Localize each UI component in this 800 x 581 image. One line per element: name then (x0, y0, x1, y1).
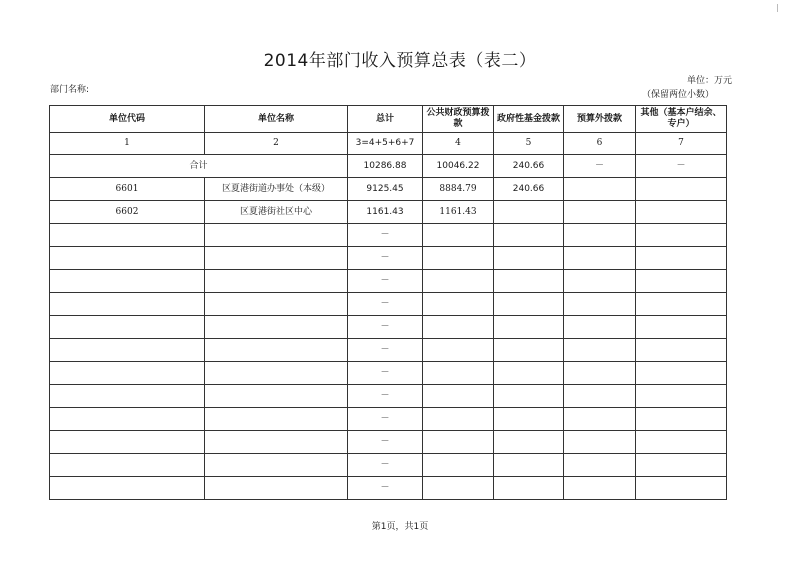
cell-public-finance: 8884.79 (423, 178, 494, 201)
table-row (50, 316, 727, 339)
cell-code (50, 224, 205, 247)
cell-other (636, 201, 727, 224)
cell-gov-fund (494, 454, 564, 477)
cell-total: － (348, 385, 423, 408)
page-footer: 第1页，共1页 (371, 522, 429, 532)
cell-public-finance (423, 431, 494, 454)
cell-code (50, 293, 205, 316)
cell-name (205, 362, 348, 385)
cell-code (50, 408, 205, 431)
header-row (50, 106, 727, 133)
cell-name (205, 247, 348, 270)
cell-total: － (348, 431, 423, 454)
cell-total: － (348, 224, 423, 247)
cell-other (636, 178, 727, 201)
index-cell: 3=4+5+6+7 (348, 133, 423, 155)
cell-code (50, 339, 205, 362)
cell-extra-budget (564, 385, 636, 408)
total-cell: 10046.22 (423, 155, 494, 178)
cell-gov-fund (494, 316, 564, 339)
cell-total: 9125.45 (348, 178, 423, 201)
cell-other (636, 339, 727, 362)
cell-extra-budget (564, 477, 636, 500)
cell-gov-fund (494, 339, 564, 362)
cell-public-finance (423, 339, 494, 362)
cell-total: － (348, 477, 423, 500)
cell-extra-budget (564, 339, 636, 362)
cell-gov-fund (494, 431, 564, 454)
cell-code: 6601 (50, 178, 205, 201)
cell-extra-budget (564, 178, 636, 201)
cell-extra-budget (564, 224, 636, 247)
cell-other (636, 362, 727, 385)
cell-public-finance (423, 247, 494, 270)
department-label: 部门名称: (50, 85, 90, 95)
cell-code (50, 477, 205, 500)
cell-code (50, 270, 205, 293)
cell-public-finance: 1161.43 (423, 201, 494, 224)
total-cell: 10286.88 (348, 155, 423, 178)
header-cell: 政府性基金拨款 (494, 106, 564, 133)
total-label: 合计 (50, 155, 348, 178)
cell-gov-fund (494, 477, 564, 500)
table-row (50, 454, 727, 477)
cell-other (636, 477, 727, 500)
cell-name: 区夏港街道办事处（本级） (205, 178, 348, 201)
cell-name (205, 224, 348, 247)
index-cell: 6 (564, 133, 636, 155)
cell-code (50, 362, 205, 385)
cell-extra-budget (564, 201, 636, 224)
cell-code: 6602 (50, 201, 205, 224)
total-cell: － (636, 155, 727, 178)
cell-gov-fund (494, 293, 564, 316)
cell-extra-budget (564, 316, 636, 339)
table-row (50, 293, 727, 316)
cell-gov-fund (494, 201, 564, 224)
index-cell: 2 (205, 133, 348, 155)
cell-other (636, 431, 727, 454)
cell-extra-budget (564, 270, 636, 293)
cell-name (205, 385, 348, 408)
table-row (50, 477, 727, 500)
index-row (50, 133, 727, 155)
total-cell: 240.66 (494, 155, 564, 178)
cell-gov-fund (494, 385, 564, 408)
header-cell: 预算外拨款 (564, 106, 636, 133)
header-cell: 单位名称 (205, 106, 348, 133)
cell-name (205, 316, 348, 339)
cell-total: 1161.43 (348, 201, 423, 224)
budget-table (49, 105, 727, 500)
cell-other (636, 293, 727, 316)
cell-public-finance (423, 454, 494, 477)
cell-gov-fund (494, 408, 564, 431)
total-row (50, 155, 727, 178)
header-cell: 总计 (348, 106, 423, 133)
cell-public-finance (423, 408, 494, 431)
scan-edge-mark (777, 4, 778, 12)
cell-other (636, 385, 727, 408)
index-cell: 7 (636, 133, 727, 155)
cell-code (50, 316, 205, 339)
cell-name (205, 408, 348, 431)
table-row (50, 224, 727, 247)
cell-name (205, 477, 348, 500)
cell-total: － (348, 339, 423, 362)
data-rows (50, 178, 727, 500)
cell-extra-budget (564, 247, 636, 270)
index-cell: 1 (50, 133, 205, 155)
cell-other (636, 316, 727, 339)
cell-extra-budget (564, 362, 636, 385)
cell-name (205, 454, 348, 477)
cell-total: － (348, 362, 423, 385)
table-row (50, 431, 727, 454)
cell-total: － (348, 316, 423, 339)
cell-code (50, 431, 205, 454)
table-row (50, 408, 727, 431)
table-row (50, 270, 727, 293)
table-row (50, 339, 727, 362)
cell-other (636, 454, 727, 477)
unit-label: 单位：万元 (686, 76, 732, 86)
header-cell: 单位代码 (50, 106, 205, 133)
cell-code (50, 454, 205, 477)
index-cell: 5 (494, 133, 564, 155)
document-title: 2014年部门收入预算总表（表二） (263, 51, 537, 71)
table-row (50, 385, 727, 408)
cell-other (636, 408, 727, 431)
cell-total: － (348, 408, 423, 431)
cell-gov-fund: 240.66 (494, 178, 564, 201)
table-row (50, 178, 727, 201)
cell-public-finance (423, 316, 494, 339)
cell-name (205, 270, 348, 293)
cell-code (50, 385, 205, 408)
cell-total: － (348, 270, 423, 293)
cell-public-finance (423, 293, 494, 316)
index-cell: 4 (423, 133, 494, 155)
cell-total: － (348, 454, 423, 477)
cell-extra-budget (564, 431, 636, 454)
cell-total: － (348, 247, 423, 270)
cell-public-finance (423, 385, 494, 408)
header-cell: 其他（基本户结余、专户） (636, 106, 727, 133)
cell-extra-budget (564, 293, 636, 316)
cell-gov-fund (494, 224, 564, 247)
cell-name (205, 431, 348, 454)
table-row (50, 247, 727, 270)
cell-code (50, 247, 205, 270)
cell-other (636, 224, 727, 247)
cell-name (205, 293, 348, 316)
cell-gov-fund (494, 270, 564, 293)
cell-gov-fund (494, 362, 564, 385)
cell-public-finance (423, 362, 494, 385)
cell-public-finance (423, 477, 494, 500)
cell-gov-fund (494, 247, 564, 270)
cell-other (636, 247, 727, 270)
header-cell: 公共财政预算拨款 (423, 106, 494, 133)
cell-name: 区夏港街社区中心 (205, 201, 348, 224)
precision-note: （保留两位小数） (641, 90, 714, 100)
table-row (50, 362, 727, 385)
total-cell: － (564, 155, 636, 178)
table-row (50, 201, 727, 224)
cell-public-finance (423, 224, 494, 247)
cell-public-finance (423, 270, 494, 293)
cell-name (205, 339, 348, 362)
cell-extra-budget (564, 408, 636, 431)
cell-total: － (348, 293, 423, 316)
cell-extra-budget (564, 454, 636, 477)
cell-other (636, 270, 727, 293)
